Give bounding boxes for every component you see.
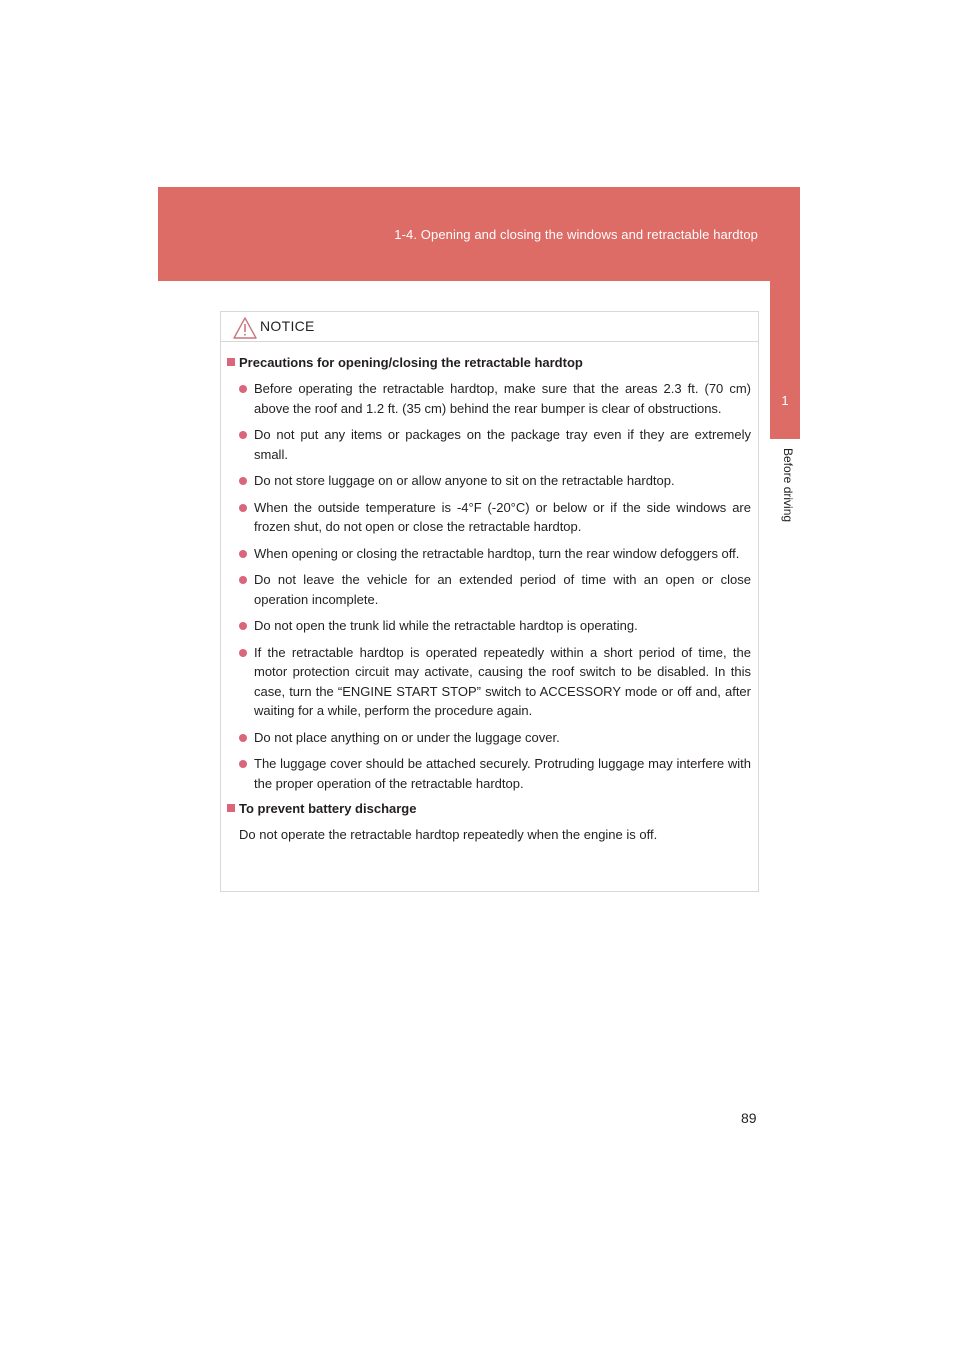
list-item-text: If the retractable hardtop is operated repeatedly within a short period of time, the motor protection circuit may activate, causing the roof switch to be disabled. In this case, turn the “ENGINE START STOP” switch to ACCESSORY mode or off and, after waiting for a while, perform the procedure again. [254,644,751,718]
list-item-text: Do not open the trunk lid while the retractable hardtop is operating. [254,618,638,633]
header-band [158,187,800,281]
list-item [227,728,752,748]
chapter-label: Before driving [781,448,795,523]
list-item-text: Do not put any items or packages on the package tray even if they are extremely small. [254,427,751,462]
section-title: 1-4. Opening and closing the windows and retractable hardtop [394,227,758,242]
list-item-text: Before operating the retractable hardtop, make sure that the areas 2.3 ft. (70 cm) above the roof and 1.2 ft. (35 cm) behind the rear bumper is clear of obstructions. [254,381,751,416]
bullet-dot-icon [239,622,247,630]
list-item [227,425,752,464]
section-paragraph: Do not operate the retractable hardtop repeatedly when the engine is off. [239,827,658,842]
section-heading-text: To prevent battery discharge [239,801,417,816]
bullet-dot-icon [239,550,247,558]
list-item-text: Do not leave the vehicle for an extended period of time with an open or close operation incomplete. [254,572,751,607]
warning-triangle-icon [233,317,257,339]
square-bullet-icon [227,358,235,366]
list-item [227,754,752,793]
list-item [227,570,752,609]
list-item [227,379,752,418]
notice-box [220,311,759,892]
list-item [227,498,752,537]
bullet-dot-icon [239,760,247,768]
list-item-text: When opening or closing the retractable hardtop, turn the rear window defoggers off. [254,545,740,561]
page-number: 89 [741,1110,757,1126]
list-item-text: Do not store luggage on or allow anyone to sit on the retractable hardtop. [254,473,675,488]
square-bullet-icon [227,804,235,812]
notice-header [221,312,758,342]
section-heading [227,354,752,372]
section-heading [227,800,752,818]
section-heading-text: Precautions for opening/closing the retractable hardtop [239,355,583,370]
bullet-dot-icon [239,649,247,657]
bullet-dot-icon [239,385,247,393]
bullet-dot-icon [239,734,247,742]
notice-title: NOTICE [260,318,315,334]
list-item-text: The luggage cover should be attached securely. Protruding luggage may interfere with the proper operation of the retractable hardtop. [254,756,751,791]
bullet-dot-icon [239,477,247,485]
list-item-text: When the outside temperature is -4°F (-20°C) or below or if the side windows are frozen shut, do not open or close the retractable hardtop. [254,499,751,534]
list-item-text: Do not place anything on or under the luggage cover. [254,729,560,745]
list-item [227,471,752,491]
list-item [227,643,752,721]
bullet-dot-icon [239,576,247,584]
chapter-number: 1 [781,393,789,408]
list-item [227,616,752,636]
list-item [227,544,752,564]
notice-body [221,354,758,852]
chapter-tab [770,281,800,439]
bullet-dot-icon [239,504,247,512]
bullet-dot-icon [239,431,247,439]
